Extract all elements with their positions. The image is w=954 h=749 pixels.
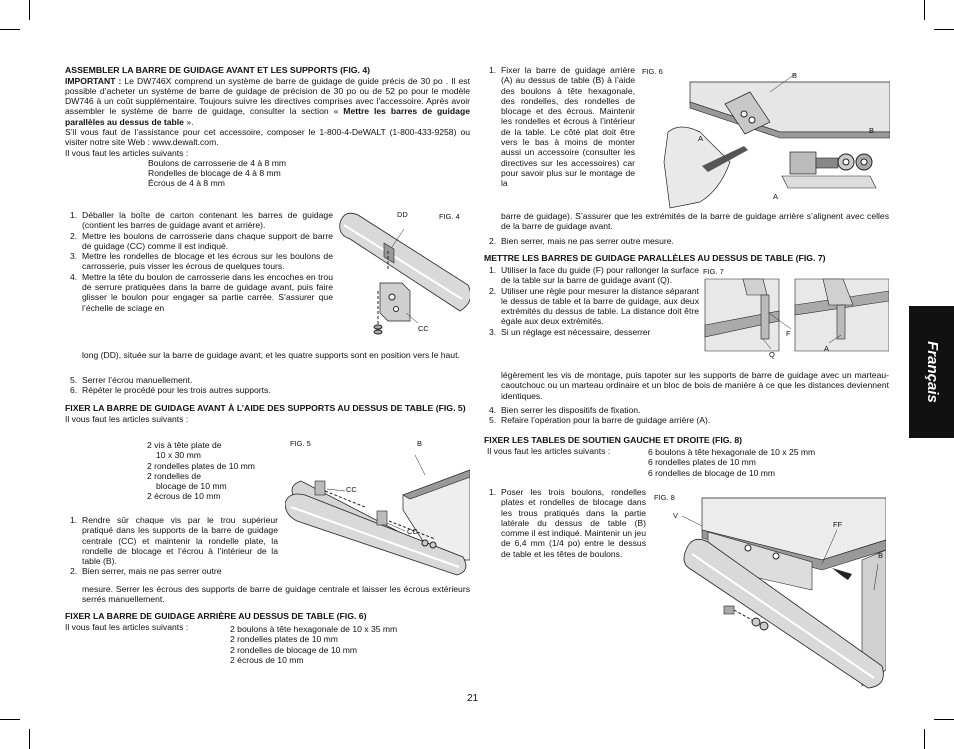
list-item: 1. Poser les trois boulons, rondelles plates et rondelles de blocage dans les trous pratiqués dans la partie latérale du dessus de table (B) comme il est indiqué. Maintenir un jeu de 6,4 mm (1/4 po) entre le dessus de table et les têtes de boulons. — [489, 487, 646, 559]
label-ff: FF — [833, 520, 843, 529]
step4-continuation: long (DD), située sur la barre de guidage avant, et les quatre supports sont en position vers le haut. — [82, 350, 460, 360]
step1-continuation: barre de guidage). S’assurer que les extrémités de la barre de guidage arrière s’alignent avec celles de la barre de guidage avant. — [501, 211, 889, 232]
label-b: B — [878, 551, 884, 560]
section-title: FIXER LES TABLES DE SOUTIEN GAUCHE ET DROITE (FIG. 8) — [484, 435, 743, 445]
part-item: 2 rondelles plates de 10 mm — [230, 634, 338, 645]
figure-6-drawing — [640, 62, 890, 210]
figure-caption: FIG. 7 — [703, 267, 724, 276]
crop-mark — [924, 0, 925, 20]
part-item: 2 boulons à tête hexagonale de 10 x 35 mm — [230, 624, 398, 634]
parts-list — [147, 440, 287, 502]
section-fig4 — [65, 65, 470, 189]
page-number: 21 — [467, 693, 479, 704]
crop-mark — [0, 719, 20, 720]
label-b: B — [869, 126, 875, 135]
figure-5 — [285, 435, 470, 580]
crop-mark — [934, 29, 954, 30]
part-item: 2 écrous de 10 mm — [147, 491, 221, 502]
figure-caption: FIG. 4 — [439, 212, 460, 221]
language-tab-label: Français — [923, 341, 941, 403]
section-title: ASSEMBLER LA BARRE DE GUIDAGE AVANT ET LES SUPPORTS (FIG. 4) — [65, 65, 371, 75]
list-item: 1. Fixer la barre de guidage arrière (A) au dessus de table (B) à l’aide des boulons à tête hexagonale, des rondelles, des rondelles de blocage et des écrous. Maintenir les rondelles et écrous à l’intérieur de la table. Le côté plat doit être vers le bas à moins de monter aussi un accessoire (consulter les directives sur les accessoires) car pour savoir plus sur le montage de la — [489, 65, 635, 189]
section-title: FIXER LA BARRE DE GUIDAGE AVANT À L’AIDE DES SUPPORTS AU DESSUS DE TABLE (FIG. 5) — [65, 403, 466, 413]
items-needed: Il vous faut les articles suivants : — [65, 413, 189, 424]
list-item: 1. Déballer la boîte de carton contenant les barres de guidage (contient les barres de guidage avant et arrière). — [70, 210, 333, 231]
steps-fig7 — [484, 265, 699, 337]
label-v: V — [673, 511, 679, 520]
important-text: Le DW746X comprend un système de barre de guidage de guide précis de 30 po . Il est possible d’acheter un système de barre de guidage de précision de 30 po ou de 52 po pour le modèle DW746 à un coût supplémentaire. Toujours suivre les directives comprises avec l’accessoire. Après avoir assembler le système de barre de guidage, consulter la section « — [65, 75, 470, 117]
list-item: 5. Serrer l’écrou manuellement. — [70, 375, 193, 385]
crop-mark — [934, 719, 954, 720]
parts-list — [230, 624, 470, 665]
label-f: F — [786, 329, 791, 338]
figure-caption: FIG. 6 — [642, 67, 663, 76]
step2-continuation: mesure. Serrer les écrous des supports de barre de guidage centrale et laisser les écrous extérieurs serrés manuellement. — [82, 584, 470, 605]
steps-fig6 — [484, 65, 635, 189]
list-item: 1. Rendre sûr chaque vis par le trou supérieur pratiqué dans les supports de la barre de guidage centrale (CC) et maintenir la rondelle plate, la rondelle de blocage et l’écrou à l’intérieur de la table (B). — [70, 515, 278, 567]
parts-list — [65, 158, 470, 189]
list-item: 3. Mettre les rondelles de blocage et les écrous sur les boulons de carrosserie, puis visser les écrous de quelques tours. — [70, 251, 333, 272]
part-item: 10 x 30 mm — [156, 450, 201, 461]
label-cc: CC — [418, 324, 429, 333]
items-needed: Il vous faut les articles suivants : — [487, 445, 611, 456]
step3-continuation: légèrement les vis de montage, puis tapoter sur les supports de barre de guidage avec un marteau-caoutchouc ou un marteau ordinaire et un bloc de bois de manière à ce que les distances deviennent identiques. — [501, 370, 889, 401]
part-item: Rondelles de blocage de 4 à 8 mm — [148, 168, 281, 179]
language-tab — [909, 306, 954, 438]
part-item: 2 rondelles de — [147, 470, 201, 481]
label-a: A — [773, 192, 779, 201]
steps-fig4-end — [65, 375, 465, 396]
label-cc: CC — [407, 527, 418, 536]
crop-mark — [29, 0, 30, 20]
label-b: B — [792, 71, 798, 80]
figure-caption: FIG. 5 — [290, 439, 311, 448]
label-dd: DD — [397, 210, 408, 219]
part-item: 2 vis à tête plate de — [147, 440, 222, 450]
important-label: IMPORTANT : — [65, 75, 122, 86]
important-bold: Mettre les barres de guidage parallèles au dessus de table — [65, 106, 470, 127]
part-item: 2 rondelles de blocage de 10 mm — [230, 644, 358, 655]
part-item: Écrous de 4 à 8 mm — [148, 178, 225, 189]
steps-fig6-end — [484, 236, 884, 246]
part-item: 2 écrous de 10 mm — [230, 654, 304, 665]
section-title: FIXER LA BARRE DE GUIDAGE ARRIÈRE AU DESSUS DE TABLE (FIG. 6) — [65, 611, 367, 621]
label-a: A — [824, 344, 830, 353]
parts-list — [648, 447, 878, 478]
section-fig5 — [65, 403, 470, 424]
part-item: Boulons de carrosserie de 4 à 8 mm — [148, 157, 287, 168]
list-item: 2. Mettre les boulons de carrosserie dans chaque support de barre de guidage (CC) comme il est indiqué. — [70, 230, 333, 251]
figure-6 — [640, 62, 890, 210]
part-item: 6 rondelles de blocage de 10 mm — [648, 467, 776, 478]
figure-8-drawing — [652, 490, 886, 690]
label-cc: CC — [346, 485, 357, 494]
list-item: 1. Utiliser la face du guide (F) pour rallonger la surface de la table sur la barre de guidage avant (Q). — [489, 265, 699, 286]
list-item: 3. Si un réglage est nécessaire, desserrer — [489, 326, 651, 337]
steps-fig7-end — [484, 405, 884, 426]
list-item: 2. Bien serrer, mais ne pas serrer outre — [70, 566, 222, 577]
steps-fig8 — [484, 487, 646, 559]
part-item: 6 rondelles plates de 10 mm — [648, 457, 756, 468]
list-item: 4. Bien serrer les dispositifs de fixation. — [489, 405, 641, 415]
list-item: 4. Mettre la tête du boulon de carrosserie dans les encoches en trou de serrure pratiquées dans la barre de guidage avant, puis faire glisser le boulon pour engager sa partie carrée. S’assurer que l’échelle de sciage en — [70, 271, 333, 313]
items-needed: Il vous faut les articles suivants : — [65, 147, 189, 158]
part-item: 6 boulons à tête hexagonale de 10 x 25 mm — [648, 447, 816, 457]
figure-caption: FIG. 8 — [654, 493, 675, 502]
figure-7 — [703, 265, 889, 365]
label-q: Q — [769, 350, 775, 359]
figure-4 — [336, 205, 470, 345]
crop-mark — [924, 729, 925, 749]
list-item: 5. Refaire l’opération pour la barre de guidage arrière (A). — [489, 415, 711, 426]
figure-5-drawing — [285, 435, 470, 580]
label-b: B — [417, 439, 423, 448]
list-item: 2. Bien serrer, mais ne pas serrer outre mesure. — [489, 236, 674, 246]
items-needed: Il vous faut les articles suivants : — [65, 621, 189, 632]
steps-fig4 — [65, 210, 333, 313]
list-item: 6. Répéter le procédé pour les trois autres supports. — [70, 385, 271, 396]
steps-fig5 — [65, 515, 278, 577]
part-item: 2 rondelles plates de 10 mm — [147, 460, 255, 471]
label-a: A — [698, 134, 704, 143]
figure-7-drawing — [703, 265, 889, 365]
assistance-paragraph: S’il vous faut de l’assistance pour cet accessoire, composer le 1-800-4-DeWALT (1-800-433-9258) ou visiter notre site Web : www.dewalt.com. — [65, 126, 470, 148]
figure-8 — [652, 490, 886, 690]
list-item: 2. Utiliser une règle pour mesurer la distance séparant le dessus de table et la barre de guidage, aux deux extrémités du dessus de table. La distance doit être égale aux deux extrémités. — [489, 285, 699, 327]
important-paragraph — [65, 76, 470, 127]
section-title: METTRE LES BARRES DE GUIDAGE PARALLÈLES AU DESSUS DE TABLE (FIG. 7) — [484, 253, 826, 263]
crop-mark — [0, 29, 20, 30]
part-item: blocage de 10 mm — [156, 481, 227, 492]
figure-4-drawing — [336, 205, 470, 345]
crop-mark — [29, 729, 30, 749]
important-end: ». — [183, 116, 194, 127]
